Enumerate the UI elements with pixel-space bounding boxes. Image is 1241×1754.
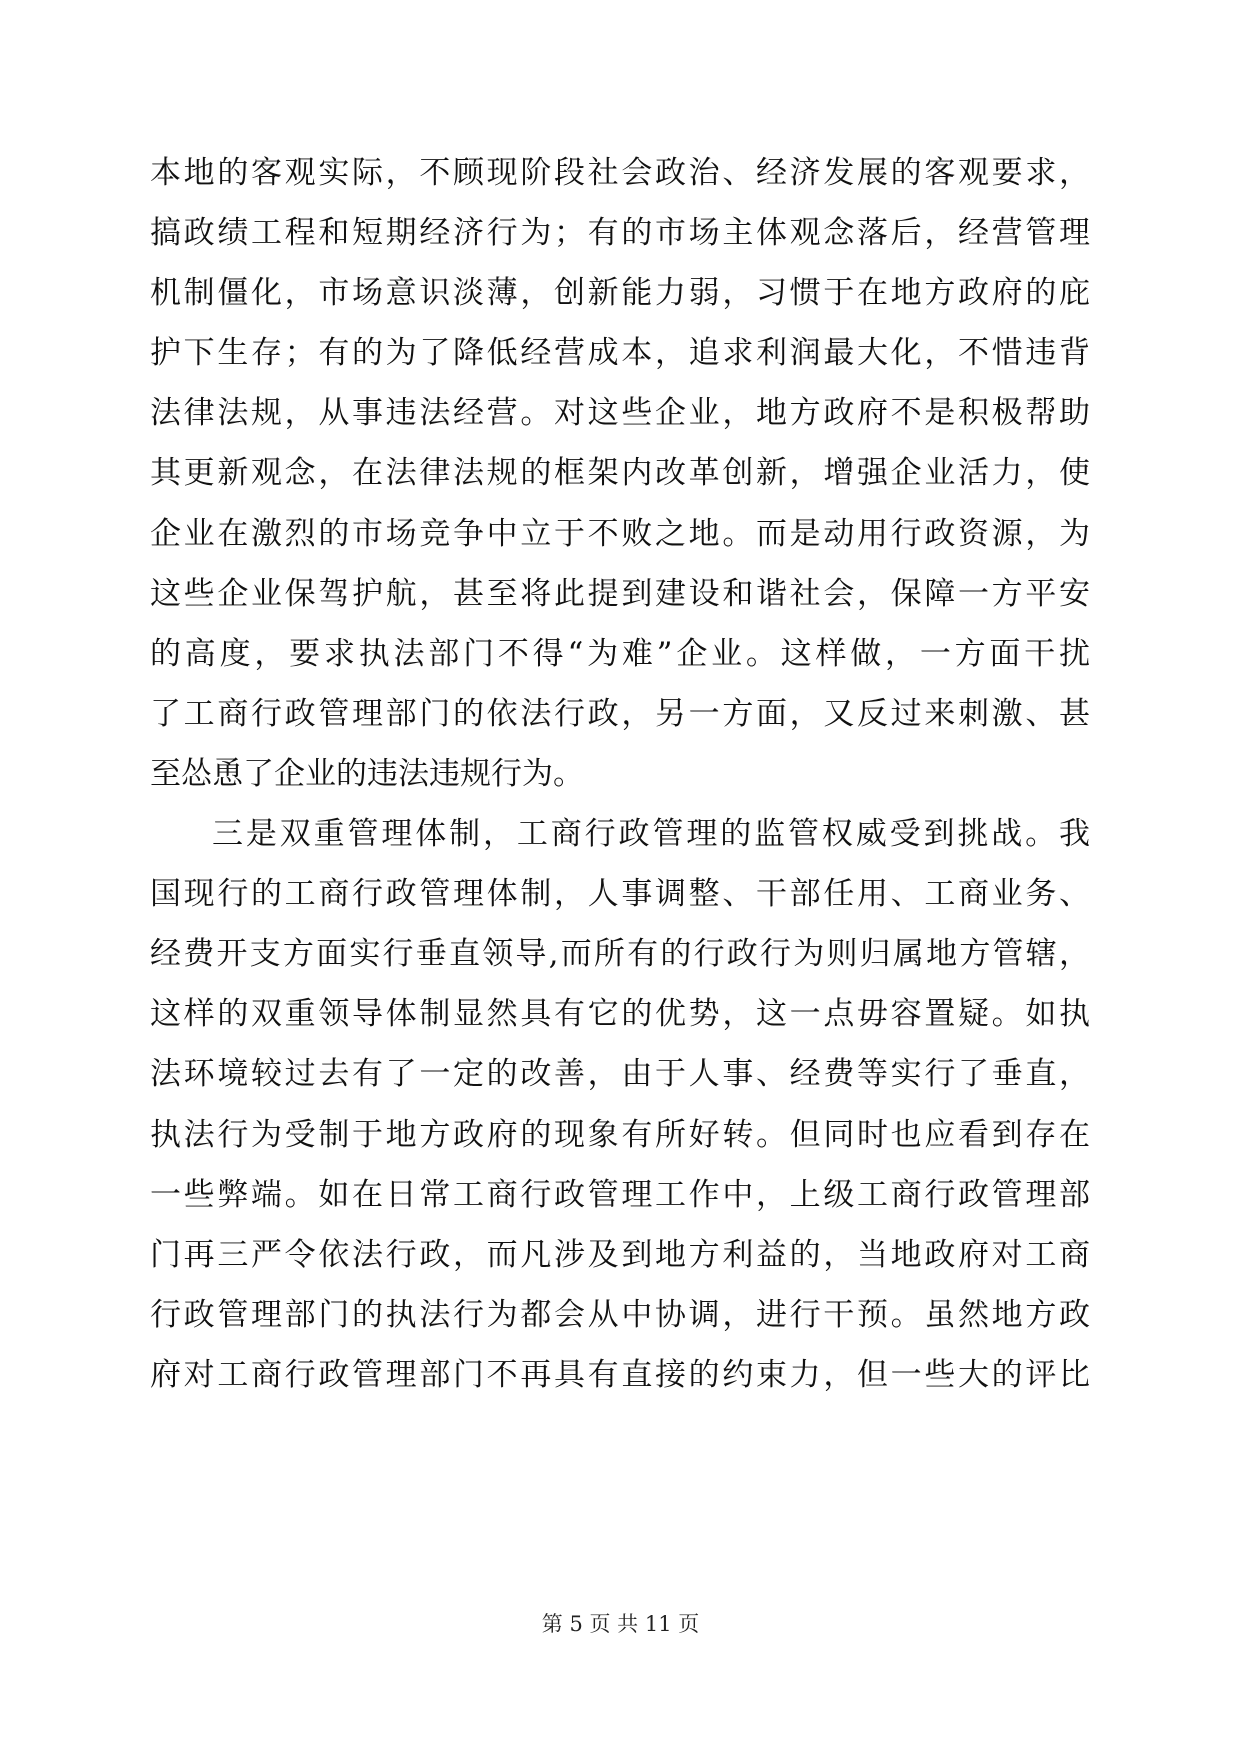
text-line: 搞政绩工程和短期经济行为；有的市场主体观念落后，经营管理 xyxy=(150,215,1090,252)
page-footer xyxy=(0,1608,1241,1638)
text-line: 门再三严令依法行政，而凡涉及到地方利益的，当地政府对工商 xyxy=(150,1236,1090,1273)
text-line: 国现行的工商行政管理体制，人事调整、干部任用、工商业务、 xyxy=(150,876,1090,913)
text-line: 企业在激烈的市场竞争中立于不败之地。而是动用行政资源，为 xyxy=(150,515,1090,552)
text-line: 了工商行政管理部门的依法行政，另一方面，又反过来刺激、甚 xyxy=(150,695,1090,732)
text-line: 行政管理部门的执法行为都会从中协调，进行干预。虽然地方政 xyxy=(150,1296,1090,1333)
text-line: 一些弊端。如在日常工商行政管理工作中，上级工商行政管理部 xyxy=(150,1176,1090,1213)
text-line: 至怂恿了企业的违法违规行为。 xyxy=(150,755,584,792)
text-line: 其更新观念，在法律法规的框架内改革创新，增强企业活力，使 xyxy=(150,455,1090,492)
paragraph-2 xyxy=(150,804,1090,1405)
text-line: 执法行为受制于地方政府的现象有所好转。但同时也应看到存在 xyxy=(150,1116,1090,1153)
text-line: 法环境较过去有了一定的改善，由于人事、经费等实行了垂直， xyxy=(150,1056,1090,1093)
paragraph-1 xyxy=(150,143,1090,804)
text-line: 护下生存；有的为了降低经营成本，追求利润最大化，不惜违背 xyxy=(150,335,1090,372)
text-line: 经费开支方面实行垂直领导,而所有的行政行为则归属地方管辖， xyxy=(150,936,1090,973)
text-line: 这些企业保驾护航，甚至将此提到建设和谐社会，保障一方平安 xyxy=(150,575,1090,612)
text-line: 的高度，要求执法部门不得“为难”企业。这样做，一方面干扰 xyxy=(150,635,1090,672)
text-line: 法律法规，从事违法经营。对这些企业，地方政府不是积极帮助 xyxy=(150,395,1090,432)
text-line: 府对工商行政管理部门不再具有直接的约束力，但一些大的评比 xyxy=(150,1356,1090,1393)
text-line: 本地的客观实际，不顾现阶段社会政治、经济发展的客观要求， xyxy=(150,155,1090,191)
text-line: 这样的双重领导体制显然具有它的优势，这一点毋容置疑。如执 xyxy=(150,996,1090,1033)
page-indicator: 第 5 页 共 11 页 xyxy=(541,1612,700,1636)
text-line: 机制僵化，市场意识淡薄，创新能力弱，习惯于在地方政府的庇 xyxy=(150,275,1090,312)
text-line: 三是双重管理体制，工商行政管理的监管权威受到挑战。我 xyxy=(212,816,1090,853)
body-text xyxy=(150,143,1090,1405)
